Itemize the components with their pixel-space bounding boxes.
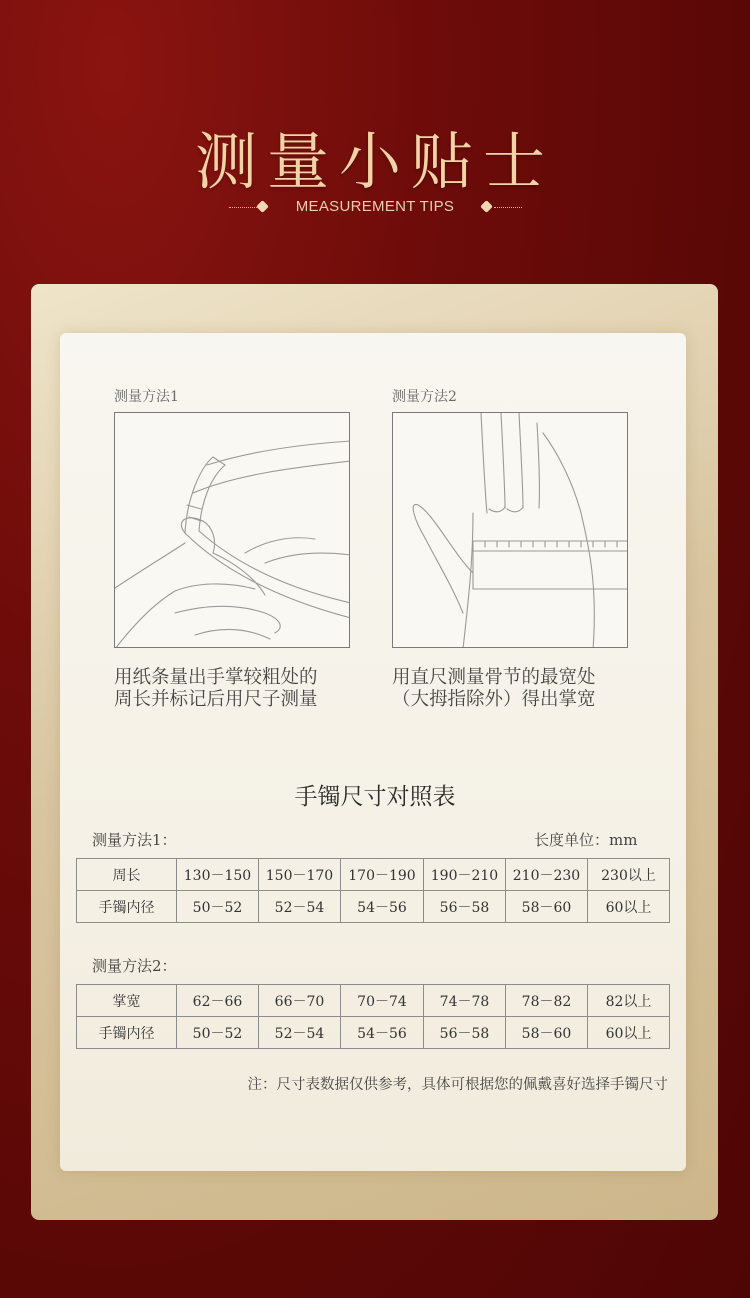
table-cell: 170－190 [341, 859, 424, 891]
table-cell: 66－70 [259, 985, 341, 1017]
table-cell: 52－54 [259, 1017, 341, 1049]
page-subtitle: MEASUREMENT TIPS [295, 198, 455, 215]
subtitle-row [0, 198, 750, 218]
hand-wrap-paper-strip-icon [115, 413, 350, 648]
table-cell: 130－150 [177, 859, 259, 891]
table-cell: 70－74 [341, 985, 424, 1017]
table-cell: 手镯内径 [77, 1017, 177, 1049]
method1-label: 测量方法1 [114, 389, 179, 405]
method2-illustration [392, 412, 628, 648]
table-cell: 190－210 [424, 859, 506, 891]
method2-label: 测量方法2 [392, 389, 457, 405]
method2-desc-line2: （大拇指除外）得出掌宽 [392, 689, 596, 710]
table-cell: 50－52 [177, 1017, 259, 1049]
table-cell: 54－56 [341, 891, 424, 923]
chart-method2-label: 测量方法2： [92, 957, 177, 975]
table-cell: 58－60 [506, 1017, 588, 1049]
table-cell: 82以上 [588, 985, 670, 1017]
table-cell: 56－58 [424, 891, 506, 923]
method1-desc-line2: 周长并标记后用尺子测量 [114, 689, 318, 710]
table-cell: 56－58 [424, 1017, 506, 1049]
table-row [77, 859, 670, 891]
page-title: 测量小贴士 [194, 125, 555, 198]
table-cell: 74－78 [424, 985, 506, 1017]
size-table-method2 [76, 984, 670, 1049]
table-cell: 58－60 [506, 891, 588, 923]
table-cell: 60以上 [588, 1017, 670, 1049]
table-cell: 150－170 [259, 859, 341, 891]
table-cell: 54－56 [341, 1017, 424, 1049]
size-chart-title: 手镯尺寸对照表 [294, 784, 456, 810]
method1-desc-line1: 用纸条量出手掌较粗处的 [114, 667, 318, 688]
unit-label: 长度单位：mm [534, 831, 638, 849]
method2-desc-line1: 用直尺测量骨节的最宽处 [392, 667, 596, 688]
hand-ruler-measure-icon [393, 413, 628, 648]
table-row [77, 1017, 670, 1049]
table-cell: 60以上 [588, 891, 670, 923]
footnote: 注：尺寸表数据仅供参考，具体可根据您的佩戴喜好选择手镯尺寸 [247, 1077, 668, 1093]
table-row [77, 891, 670, 923]
table-cell: 周长 [77, 859, 177, 891]
table-cell: 210－230 [506, 859, 588, 891]
table-cell: 掌宽 [77, 985, 177, 1017]
table-row [77, 985, 670, 1017]
decor-dots-right [494, 207, 522, 208]
table-cell: 230以上 [588, 859, 670, 891]
table-cell: 手镯内径 [77, 891, 177, 923]
table-cell: 78－82 [506, 985, 588, 1017]
table-cell: 52－54 [259, 891, 341, 923]
method1-illustration [114, 412, 350, 648]
table-cell: 62－66 [177, 985, 259, 1017]
table-cell: 50－52 [177, 891, 259, 923]
chart-method1-label: 测量方法1： [92, 831, 177, 849]
size-table-method1 [76, 858, 670, 923]
